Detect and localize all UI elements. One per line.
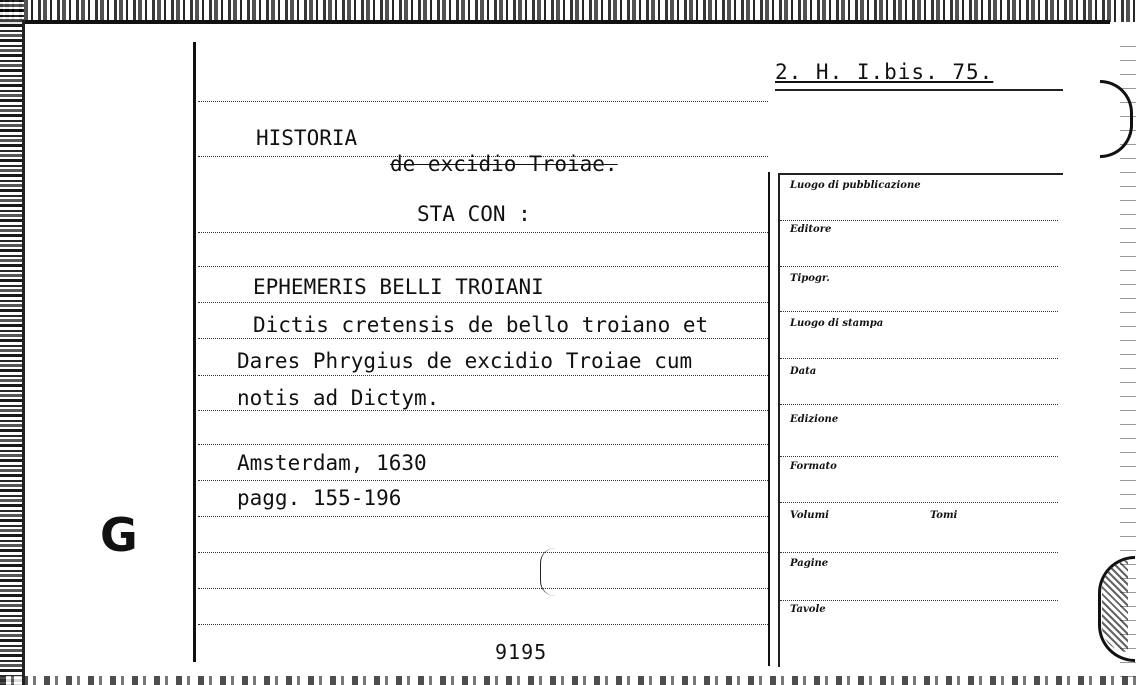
form-rule xyxy=(780,358,1058,359)
side-letter: G xyxy=(100,508,138,562)
pages-line: pagg. 155-196 xyxy=(237,486,402,510)
catalog-number-rule xyxy=(775,89,1063,91)
form-label-data: Data xyxy=(790,366,817,377)
text-rule xyxy=(198,624,768,625)
text-rule xyxy=(198,232,768,233)
scan-edge-left xyxy=(0,0,24,685)
form-label-tomi: Tomi xyxy=(930,510,958,521)
form-rule xyxy=(780,600,1058,601)
form-rule xyxy=(780,266,1058,267)
form-label-edizione: Edizione xyxy=(790,414,839,425)
text-rule xyxy=(198,516,768,517)
text-rule xyxy=(198,588,768,589)
form-label-formato: Formato xyxy=(790,461,837,472)
form-label-tavole: Tavole xyxy=(790,604,826,615)
text-rule xyxy=(198,552,768,553)
form-rule xyxy=(780,220,1058,221)
form-label-pagine: Pagine xyxy=(790,558,829,569)
form-label-tipogr: Tipogr. xyxy=(790,273,830,284)
body-line-3: notis ad Dictym. xyxy=(237,386,440,410)
catalog-number: 2. H. I.bis. 75. xyxy=(775,60,994,84)
text-rule xyxy=(198,302,768,303)
place-year-line: Amsterdam, 1630 xyxy=(237,451,427,475)
binding-hole-hatch xyxy=(1102,560,1128,652)
form-rule xyxy=(780,456,1058,457)
text-rule xyxy=(198,480,768,481)
text-rule xyxy=(198,101,768,102)
left-margin-line xyxy=(193,42,196,662)
text-rule xyxy=(198,266,768,267)
text-rule xyxy=(198,444,768,445)
stamp-number: 9195 xyxy=(495,640,548,664)
form-rule xyxy=(780,552,1058,553)
form-label-editore: Editore xyxy=(790,224,832,235)
title-line-1: HISTORIA xyxy=(256,126,358,150)
sta-con-line: STA CON : xyxy=(417,202,531,226)
form-label-luogo-pubblicazione: Luogo di pubblicazione xyxy=(790,180,921,191)
title-line-2: de excidio Troiae. xyxy=(390,152,618,176)
body-line-1: Dictis cretensis de bello troiano et xyxy=(253,313,709,337)
heading-line: EPHEMERIS BELLI TROIANI xyxy=(253,275,544,299)
text-rule xyxy=(198,375,768,376)
form-label-volumi: Volumi xyxy=(790,510,829,521)
scan-edge-top-line xyxy=(0,20,1110,24)
form-label-luogo-stampa: Luogo di stampa xyxy=(790,318,884,329)
pen-mark xyxy=(540,548,555,596)
scan-edge-bottom xyxy=(0,676,1136,685)
text-rule xyxy=(198,410,768,411)
scan-edge-top xyxy=(0,0,1136,22)
body-line-2: Dares Phrygius de excidio Troiae cum xyxy=(237,349,693,373)
form-rule xyxy=(780,502,1058,503)
form-rule xyxy=(780,311,1058,312)
form-divider-line xyxy=(768,172,770,666)
scan-edge-left-line xyxy=(22,20,25,685)
form-rule xyxy=(780,404,1058,405)
text-rule xyxy=(198,338,768,339)
